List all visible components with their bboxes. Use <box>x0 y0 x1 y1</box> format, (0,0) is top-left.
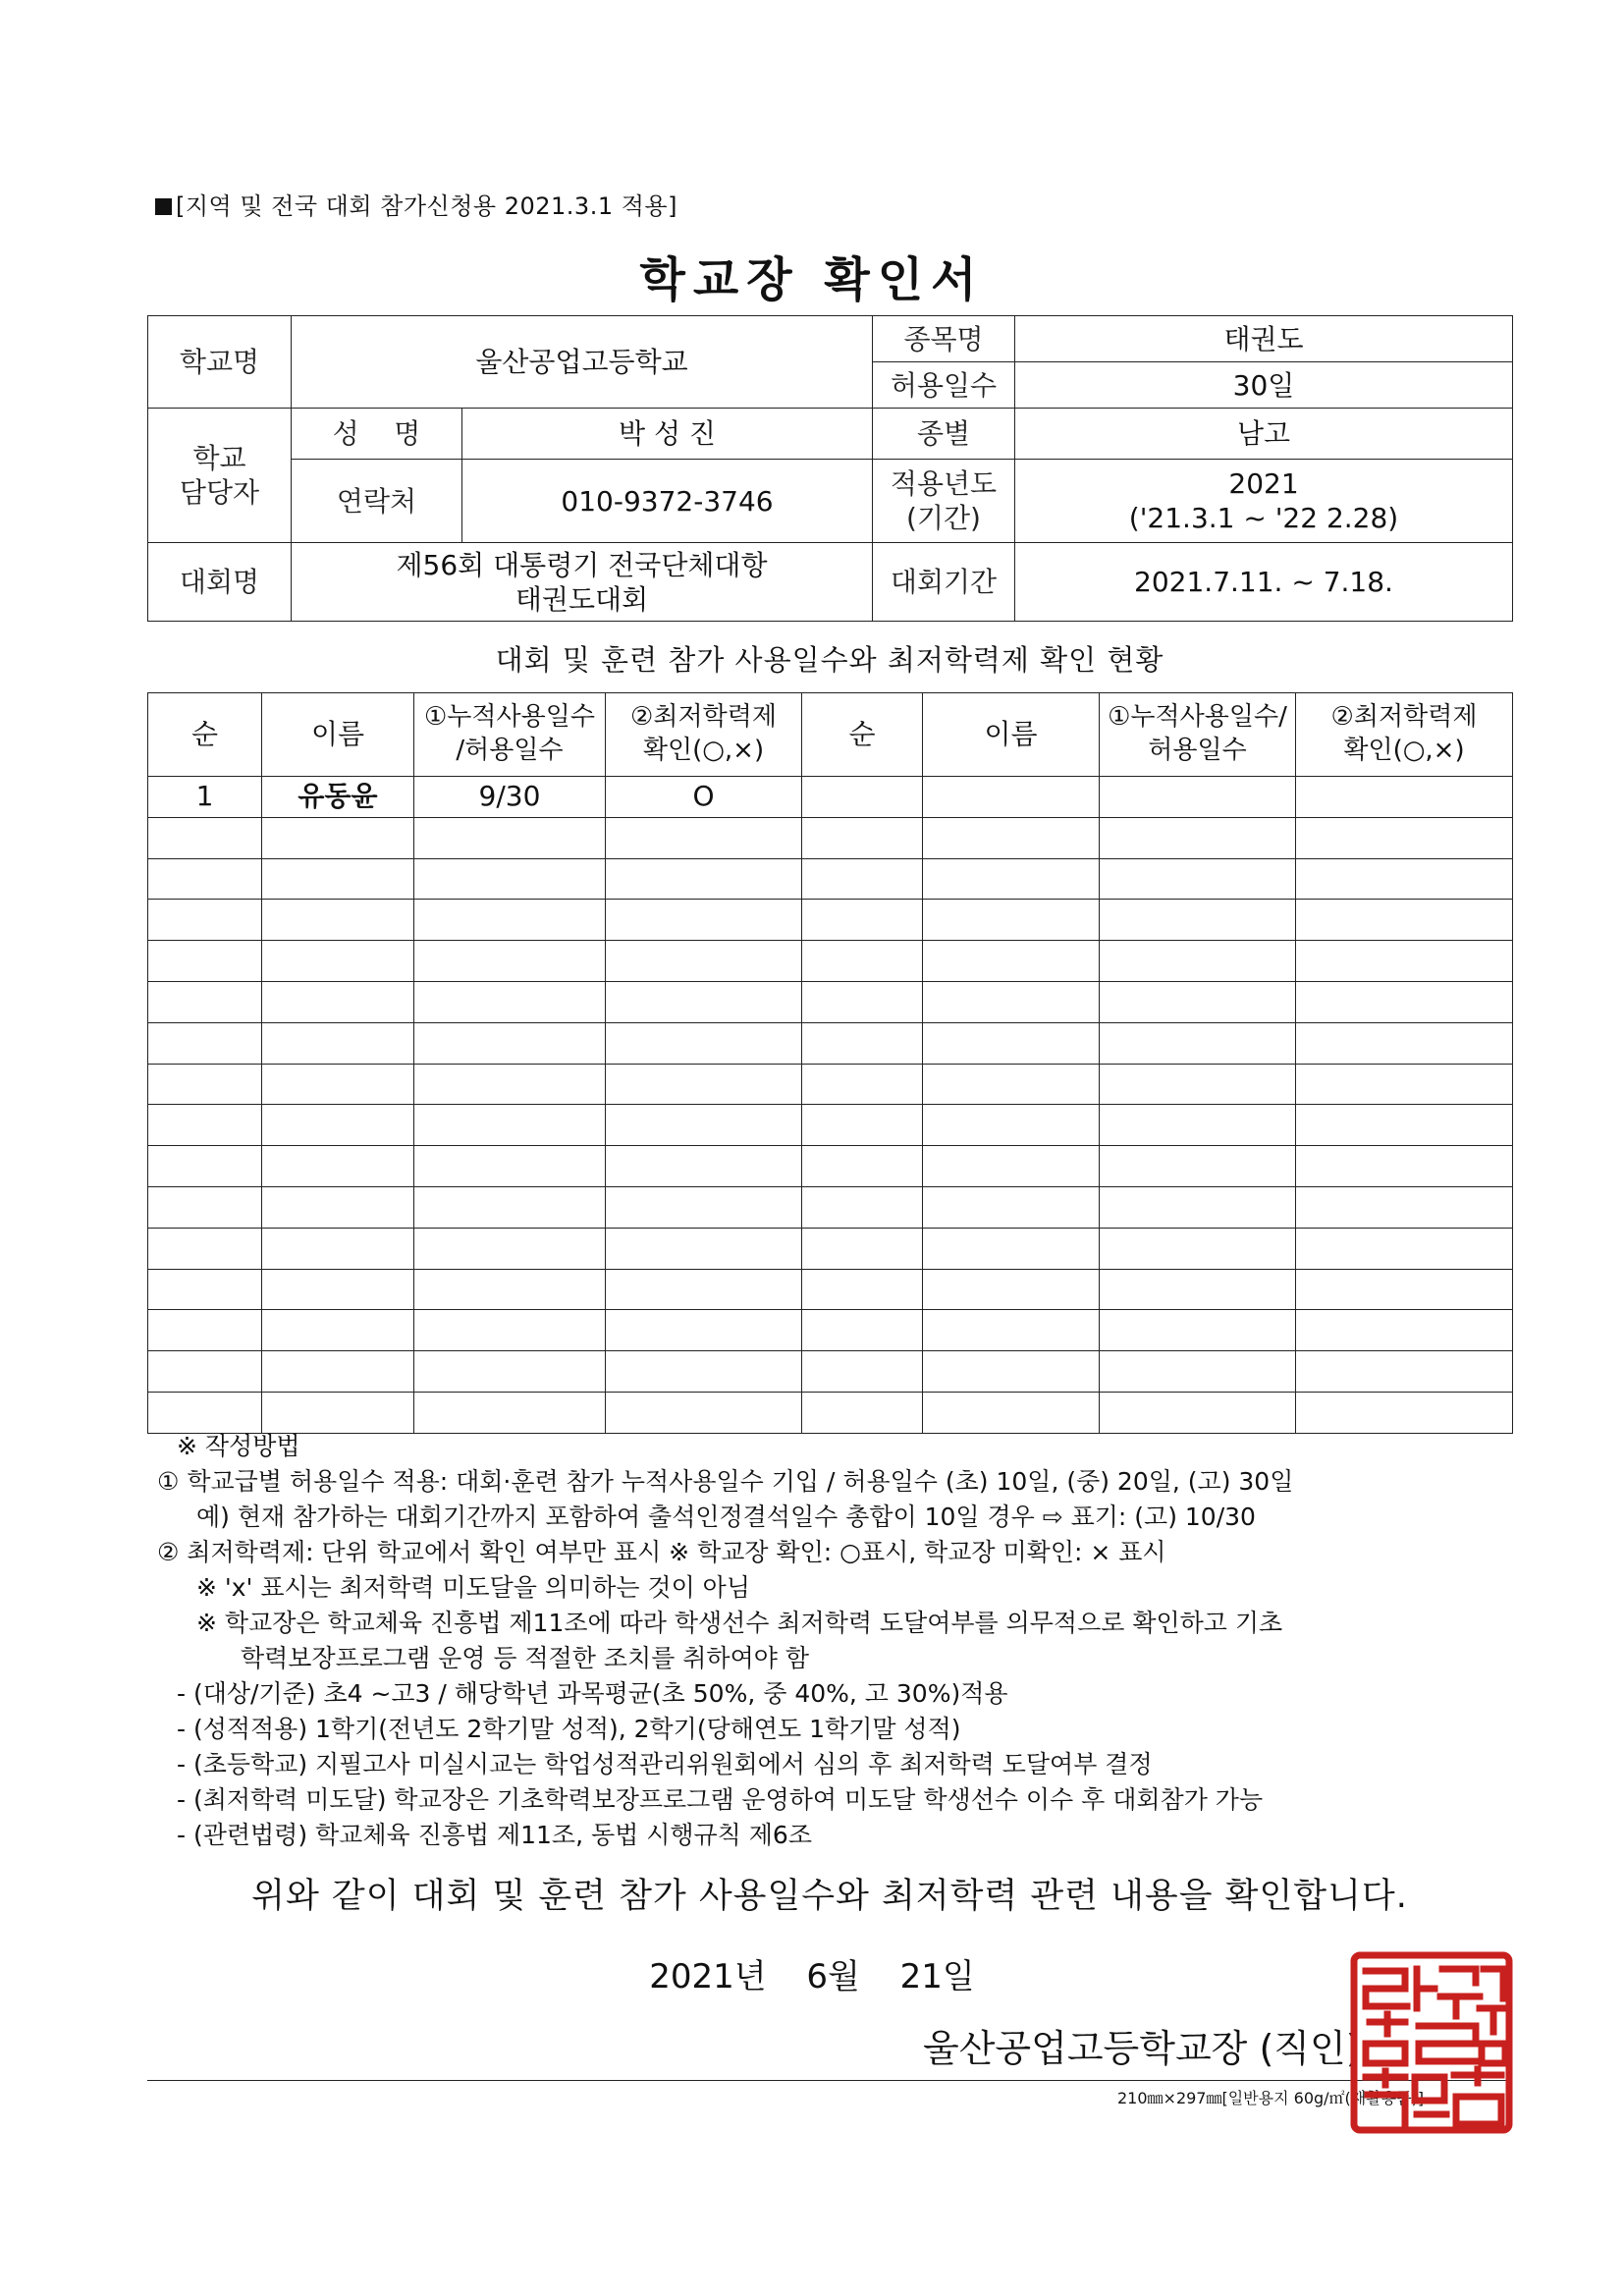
table-row <box>148 981 1513 1022</box>
table-row <box>148 1105 1513 1146</box>
table-row <box>148 817 1513 858</box>
manager-label: 학교 담당자 <box>148 409 292 543</box>
category-value: 남고 <box>1015 409 1513 460</box>
table-row <box>148 858 1513 900</box>
table-row <box>148 777 1513 818</box>
event-label: 대회명 <box>148 543 292 622</box>
name-value: 박 성 진 <box>462 409 873 460</box>
detail-2: - (성적적용) 1학기(전년도 2학기말 성적), 2학기(당해연도 1학기말 성적) <box>177 1715 961 1743</box>
table-row <box>148 1269 1513 1310</box>
school-value: 울산공업고등학교 <box>292 316 873 409</box>
status-table <box>147 692 1513 1434</box>
confirm-statement: 위와 같이 대회 및 훈련 참가 사용일수와 최저학력 관련 내용을 확인합니다. <box>251 1877 1408 1916</box>
note-1b: 예) 현재 참가하는 대회기간까지 포함하여 출석인정결석일수 총합이 10일 경우 ⇨ 표기: (고) 10/30 <box>196 1503 1256 1531</box>
notes-heading: ※ 작성방법 <box>177 1432 300 1460</box>
row-name: 유동윤 <box>262 777 414 818</box>
table-row <box>148 1351 1513 1393</box>
school-label: 학교명 <box>148 316 292 409</box>
detail-3: - (초등학교) 지필고사 미실시교는 학업성적관리위원회에서 심의 후 최저학력 도달여부 결정 <box>177 1750 1153 1778</box>
year-label: 적용년도 (기간) <box>873 460 1015 543</box>
table-row <box>148 1146 1513 1187</box>
table-row <box>148 1186 1513 1228</box>
name-label: 성 명 <box>292 409 462 460</box>
signer: 울산공업고등학교장 (직인) <box>923 2027 1361 2070</box>
square-bullet-icon <box>155 198 172 215</box>
contact-label: 연락처 <box>292 460 462 543</box>
days-label: 허용일수 <box>873 362 1015 409</box>
header-name: 이름 <box>262 693 414 777</box>
table-row <box>148 1310 1513 1351</box>
bottom-rule <box>147 2080 1512 2081</box>
sport-label: 종목명 <box>873 316 1015 362</box>
table-row <box>148 1228 1513 1269</box>
category-label: 종별 <box>873 409 1015 460</box>
official-seal-icon <box>1348 1949 1515 2136</box>
status-title: 대회 및 훈련 참가 사용일수와 최저학력제 확인 현황 <box>495 643 1164 677</box>
header-no: 순 <box>148 693 262 777</box>
paper-spec: 210㎜×297㎜[일반용지 60g/㎡(재활용품)] <box>1117 2089 1425 2107</box>
days-value: 30일 <box>1015 362 1513 409</box>
header-no-2: 순 <box>802 693 923 777</box>
form-tag: [지역 및 전국 대회 참가신청용 2021.3.1 적용] <box>155 187 677 221</box>
event-value: 제56회 대통령기 전국단체대항 태권도대회 <box>292 543 873 622</box>
header-academic-2: ②최저학력제 확인(○,×) <box>1296 693 1513 777</box>
note-2: ② 최저학력제: 단위 학교에서 확인 여부만 표시 ※ 학교장 확인: ○표시, 학교장 미확인: × 표시 <box>157 1538 1166 1566</box>
row-academic: O <box>606 777 802 818</box>
contact-value: 010-9372-3746 <box>462 460 873 543</box>
period-value: 2021.7.11. ~ 7.18. <box>1015 543 1513 622</box>
row-no: 1 <box>148 777 262 818</box>
period-label: 대회기간 <box>873 543 1015 622</box>
note-3: ※ 'x' 표시는 최저학력 미도달을 의미하는 것이 아님 <box>196 1573 750 1602</box>
table-row <box>148 1022 1513 1064</box>
signature-date: 2021년 6월 21일 <box>649 1957 975 1996</box>
detail-4: - (최저학력 미도달) 학교장은 기초학력보장프로그램 운영하여 미도달 학생선수 이수 후 대회참가 가능 <box>177 1785 1264 1814</box>
detail-5: - (관련법령) 학교체육 진흥법 제11조, 동법 시행규칙 제6조 <box>177 1821 812 1849</box>
notes <box>157 1429 1512 1853</box>
info-table <box>147 315 1513 622</box>
header-name-2: 이름 <box>923 693 1100 777</box>
sport-value: 태권도 <box>1015 316 1513 362</box>
header-days: ①누적사용일수 /허용일수 <box>414 693 606 777</box>
table-row <box>148 900 1513 941</box>
header-days-2: ①누적사용일수/ 허용일수 <box>1100 693 1296 777</box>
note-1a: ① 학교급별 허용일수 적용: 대회·훈련 참가 누적사용일수 기입 / 허용일수 (초) 10일, (중) 20일, (고) 30일 <box>157 1467 1294 1496</box>
note-4a: ※ 학교장은 학교체육 진흥법 제11조에 따라 학생선수 최저학력 도달여부를 의무적으로 확인하고 기초 <box>196 1609 1283 1637</box>
page-title: 학교장 확인서 <box>639 252 985 307</box>
table-row <box>148 1064 1513 1105</box>
header-academic: ②최저학력제 확인(○,×) <box>606 693 802 777</box>
row-days: 9/30 <box>414 777 606 818</box>
note-4b: 학력보장프로그램 운영 등 적절한 조치를 취하여야 함 <box>241 1644 809 1672</box>
table-row <box>148 941 1513 982</box>
year-value: 2021 ('21.3.1 ~ '22 2.28) <box>1015 460 1513 543</box>
detail-1: - (대상/기준) 초4 ~고3 / 해당학년 과목평균(초 50%, 중 40%, 고 30%)적용 <box>177 1679 1008 1708</box>
table-row <box>148 1392 1513 1433</box>
